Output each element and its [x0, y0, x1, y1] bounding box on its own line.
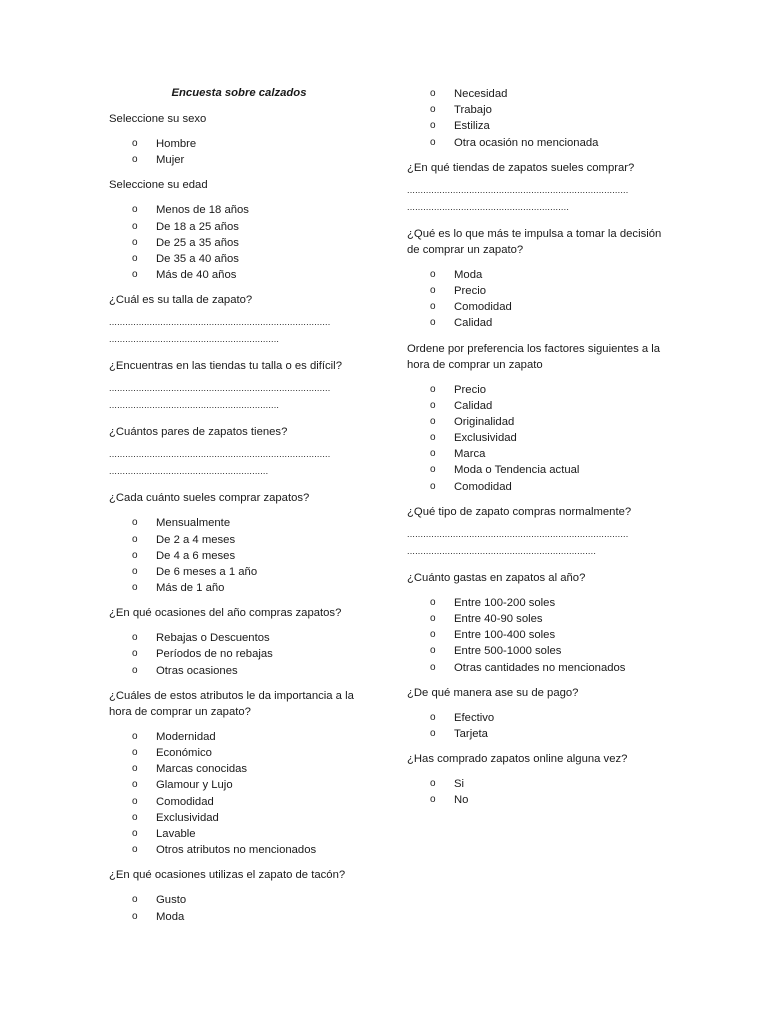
option-list: [109, 892, 369, 924]
dotted-answer-line: ...........................................................: [109, 466, 269, 477]
circle-bullet-icon: o: [132, 894, 138, 906]
option-label: Necesidad: [454, 88, 508, 100]
option-label: Trabajo: [454, 104, 492, 117]
circle-bullet-icon: o: [430, 464, 436, 476]
circle-bullet-icon: o: [430, 120, 436, 132]
option-label: De 2 a 4 meses: [156, 533, 236, 546]
option-list: [109, 515, 369, 596]
option-item[interactable]: [109, 267, 369, 283]
option-label: De 25 a 35 años: [156, 236, 239, 249]
question-text: ¿Qué tipo de zapato compras normalmente?: [407, 505, 632, 518]
question-text: Seleccione su edad: [109, 179, 208, 192]
option-label: Económico: [156, 747, 212, 759]
circle-bullet-icon: o: [430, 104, 436, 116]
circle-bullet-icon: o: [430, 661, 436, 673]
survey-title: Encuesta sobre calzados: [171, 87, 307, 99]
option-item[interactable]: [109, 630, 369, 646]
circle-bullet-icon: o: [430, 88, 436, 99]
question-text: ¿Cuáles de estos atributos le da importancia a la hora de comprar un zapato?: [109, 689, 354, 718]
option-label: Otra ocasión no mencionada: [454, 136, 599, 149]
circle-bullet-icon: o: [430, 301, 436, 313]
option-label: Otras ocasiones: [156, 664, 238, 677]
option-label: Comodidad: [454, 301, 512, 314]
option-label: Moda: [454, 268, 483, 281]
option-item[interactable]: [407, 430, 669, 446]
option-label: Moda o Tendencia actual: [454, 464, 580, 477]
dotted-answer-line: ......................................................................: [407, 545, 597, 556]
circle-bullet-icon: o: [132, 154, 138, 166]
option-item[interactable]: [109, 548, 369, 564]
option-label: Originalidad: [454, 415, 515, 428]
option-item[interactable]: [407, 710, 669, 726]
option-item[interactable]: [407, 627, 669, 643]
dotted-answer-line: ..................................................................................: [109, 449, 331, 460]
circle-bullet-icon: o: [430, 645, 436, 657]
option-label: Estiliza: [454, 120, 490, 133]
option-list: [407, 595, 669, 676]
option-item[interactable]: [407, 611, 669, 627]
circle-bullet-icon: o: [430, 432, 436, 444]
option-item[interactable]: [407, 462, 669, 478]
question-text: ¿Cuál es su talla de zapato?: [109, 294, 253, 307]
option-label: Entre 100-200 soles: [454, 596, 556, 609]
option-item[interactable]: [407, 479, 669, 495]
circle-bullet-icon: o: [430, 317, 436, 329]
option-list: [109, 630, 369, 679]
option-label: De 6 meses a 1 año: [156, 565, 258, 578]
option-item[interactable]: [109, 136, 369, 152]
option-item[interactable]: [109, 892, 369, 908]
option-label: Marca: [454, 448, 486, 461]
option-list: [407, 267, 669, 332]
option-item[interactable]: [407, 643, 669, 659]
circle-bullet-icon: o: [430, 711, 436, 723]
question-text: Seleccione su sexo: [109, 113, 207, 125]
option-item[interactable]: [407, 86, 669, 102]
option-label: Precio: [454, 383, 487, 396]
option-label: De 4 a 6 meses: [156, 549, 236, 562]
question-text: ¿De qué manera ase su de pago?: [407, 686, 579, 699]
option-item[interactable]: [407, 118, 669, 134]
question-text: ¿En qué ocasiones del año compras zapatos?: [109, 607, 342, 620]
circle-bullet-icon: o: [430, 383, 436, 395]
question-text: ¿Qué es lo que más te impulsa a tomar la decisión de comprar un zapato?: [407, 227, 662, 256]
right-questions: [407, 86, 669, 809]
option-item[interactable]: [109, 842, 369, 858]
circle-bullet-icon: o: [430, 448, 436, 460]
circle-bullet-icon: o: [132, 795, 138, 807]
option-label: Períodos de no rebajas: [156, 648, 273, 661]
option-item[interactable]: [407, 595, 669, 611]
question-text: ¿Cada cuánto sueles comprar zapatos?: [109, 492, 310, 505]
option-list: [407, 776, 669, 808]
option-item[interactable]: [109, 663, 369, 679]
option-label: Menos de 18 años: [156, 204, 249, 217]
option-label: Entre 500-1000 soles: [454, 645, 562, 658]
circle-bullet-icon: o: [430, 268, 436, 280]
circle-bullet-icon: o: [132, 730, 138, 742]
option-item[interactable]: [109, 152, 369, 168]
option-item[interactable]: [109, 909, 369, 925]
circle-bullet-icon: o: [132, 910, 138, 922]
circle-bullet-icon: o: [132, 827, 138, 839]
option-item[interactable]: [407, 135, 669, 151]
option-label: Exclusividad: [454, 432, 517, 445]
option-item[interactable]: [407, 299, 669, 315]
option-label: Comodidad: [156, 795, 214, 808]
option-label: De 18 a 25 años: [156, 220, 239, 233]
question-text: Ordene por preferencia los factores siguientes a la hora de comprar un zapato: [407, 342, 661, 371]
option-label: Glamour y Lujo: [156, 779, 233, 792]
option-item[interactable]: [407, 267, 669, 283]
option-item[interactable]: [109, 794, 369, 810]
option-item[interactable]: [109, 826, 369, 842]
option-label: Modernidad: [156, 730, 216, 743]
option-label: Mensualmente: [156, 517, 231, 530]
circle-bullet-icon: o: [430, 613, 436, 624]
circle-bullet-icon: o: [430, 136, 436, 148]
circle-bullet-icon: o: [132, 747, 138, 758]
circle-bullet-icon: o: [430, 399, 436, 411]
dotted-answer-line: ...............................................................: [109, 400, 280, 411]
circle-bullet-icon: o: [430, 480, 436, 492]
option-item[interactable]: [407, 315, 669, 331]
option-label: Más de 1 año: [156, 582, 225, 595]
option-label: Otros atributos no mencionados: [156, 844, 317, 857]
circle-bullet-icon: o: [132, 565, 138, 577]
circle-bullet-icon: o: [430, 596, 436, 608]
option-list: [109, 202, 369, 283]
option-item[interactable]: [407, 398, 669, 414]
option-label: Calidad: [454, 317, 493, 330]
option-item[interactable]: [109, 729, 369, 745]
option-list: [407, 710, 669, 742]
circle-bullet-icon: o: [430, 629, 436, 641]
circle-bullet-icon: o: [132, 269, 138, 281]
option-label: Efectivo: [454, 711, 495, 724]
option-item[interactable]: [407, 776, 669, 792]
answer-lines[interactable]: [109, 380, 369, 414]
option-item[interactable]: [109, 580, 369, 596]
option-item[interactable]: [109, 515, 369, 531]
option-label: Entre 40-90 soles: [454, 613, 543, 625]
option-label: Exclusividad: [156, 811, 219, 824]
option-item[interactable]: [407, 726, 669, 742]
question-text: ¿Encuentras en las tiendas tu talla o es difícil?: [109, 360, 342, 373]
circle-bullet-icon: o: [132, 632, 138, 644]
question-text: ¿En qué tiendas de zapatos sueles comprar?: [407, 161, 635, 174]
answer-lines[interactable]: [109, 446, 369, 480]
circle-bullet-icon: o: [132, 252, 138, 264]
option-list: [109, 729, 369, 859]
circle-bullet-icon: o: [132, 220, 138, 232]
option-item[interactable]: [407, 414, 669, 430]
circle-bullet-icon: o: [132, 779, 138, 791]
answer-lines[interactable]: [109, 314, 369, 348]
option-label: Lavable: [156, 827, 196, 840]
dotted-answer-line: ..................................................................................: [407, 184, 629, 195]
option-label: Entre 100-400 soles: [454, 629, 556, 642]
circle-bullet-icon: o: [132, 236, 138, 248]
option-label: Mujer: [156, 154, 185, 167]
circle-bullet-icon: o: [132, 664, 138, 676]
dotted-answer-line: ..................................................................................: [407, 528, 629, 539]
circle-bullet-icon: o: [132, 204, 138, 216]
option-label: Precio: [454, 284, 487, 297]
option-label: De 35 a 40 años: [156, 252, 239, 265]
option-item[interactable]: [109, 646, 369, 662]
option-item[interactable]: [109, 251, 369, 267]
circle-bullet-icon: o: [132, 582, 138, 594]
circle-bullet-icon: o: [430, 727, 436, 739]
option-label: Calidad: [454, 399, 493, 412]
right-column: [407, 86, 669, 818]
option-label: Rebajas o Descuentos: [156, 632, 270, 645]
question-text: ¿Cuántos pares de zapatos tienes?: [109, 426, 288, 439]
option-label: Si: [454, 778, 465, 791]
option-item[interactable]: [109, 810, 369, 826]
circle-bullet-icon: o: [132, 517, 138, 529]
option-item[interactable]: [407, 792, 669, 808]
option-label: No: [454, 794, 469, 807]
option-label: Gusto: [156, 894, 187, 907]
option-item[interactable]: [407, 382, 669, 398]
option-label: Comodidad: [454, 480, 512, 493]
circle-bullet-icon: o: [430, 415, 436, 427]
dotted-answer-line: ..................................................................................: [109, 317, 331, 328]
option-item[interactable]: [109, 564, 369, 580]
circle-bullet-icon: o: [132, 763, 138, 775]
circle-bullet-icon: o: [132, 138, 138, 149]
circle-bullet-icon: o: [430, 794, 436, 806]
circle-bullet-icon: o: [430, 778, 436, 790]
circle-bullet-icon: o: [132, 648, 138, 660]
option-item[interactable]: [407, 660, 669, 676]
option-item[interactable]: [109, 777, 369, 793]
option-item[interactable]: [109, 532, 369, 548]
circle-bullet-icon: o: [132, 811, 138, 823]
option-item[interactable]: [109, 761, 369, 777]
question-text: ¿Has comprado zapatos online alguna vez?: [407, 753, 628, 766]
option-label: Tarjeta: [454, 727, 488, 740]
dotted-answer-line: ..................................................................................: [109, 383, 331, 394]
option-item[interactable]: [407, 102, 669, 118]
option-item[interactable]: [407, 283, 669, 299]
circle-bullet-icon: o: [430, 284, 436, 296]
left-column: [109, 86, 369, 934]
answer-lines[interactable]: [407, 182, 669, 216]
option-item[interactable]: [109, 235, 369, 251]
dotted-answer-line: ............................................................: [407, 201, 570, 212]
option-label: Moda: [156, 910, 185, 923]
option-label: Más de 40 años: [156, 269, 237, 282]
option-label: Hombre: [156, 138, 197, 150]
option-item[interactable]: [407, 446, 669, 462]
circle-bullet-icon: o: [132, 549, 138, 561]
option-item[interactable]: [109, 745, 369, 761]
option-list: [407, 382, 669, 495]
question-text: ¿En qué ocasiones utilizas el zapato de tacón?: [109, 869, 346, 882]
option-label: Marcas conocidas: [156, 763, 248, 776]
option-item[interactable]: [109, 219, 369, 235]
circle-bullet-icon: o: [132, 844, 138, 856]
circle-bullet-icon: o: [132, 533, 138, 545]
option-item[interactable]: [109, 202, 369, 218]
answer-lines[interactable]: [407, 526, 669, 560]
question-text: ¿Cuánto gastas en zapatos al año?: [407, 571, 586, 584]
option-list: [109, 136, 369, 168]
left-questions: [109, 111, 369, 925]
option-label: Otras cantidades no mencionados: [454, 661, 626, 674]
dotted-answer-line: ...............................................................: [109, 334, 280, 345]
option-list: [407, 86, 669, 151]
